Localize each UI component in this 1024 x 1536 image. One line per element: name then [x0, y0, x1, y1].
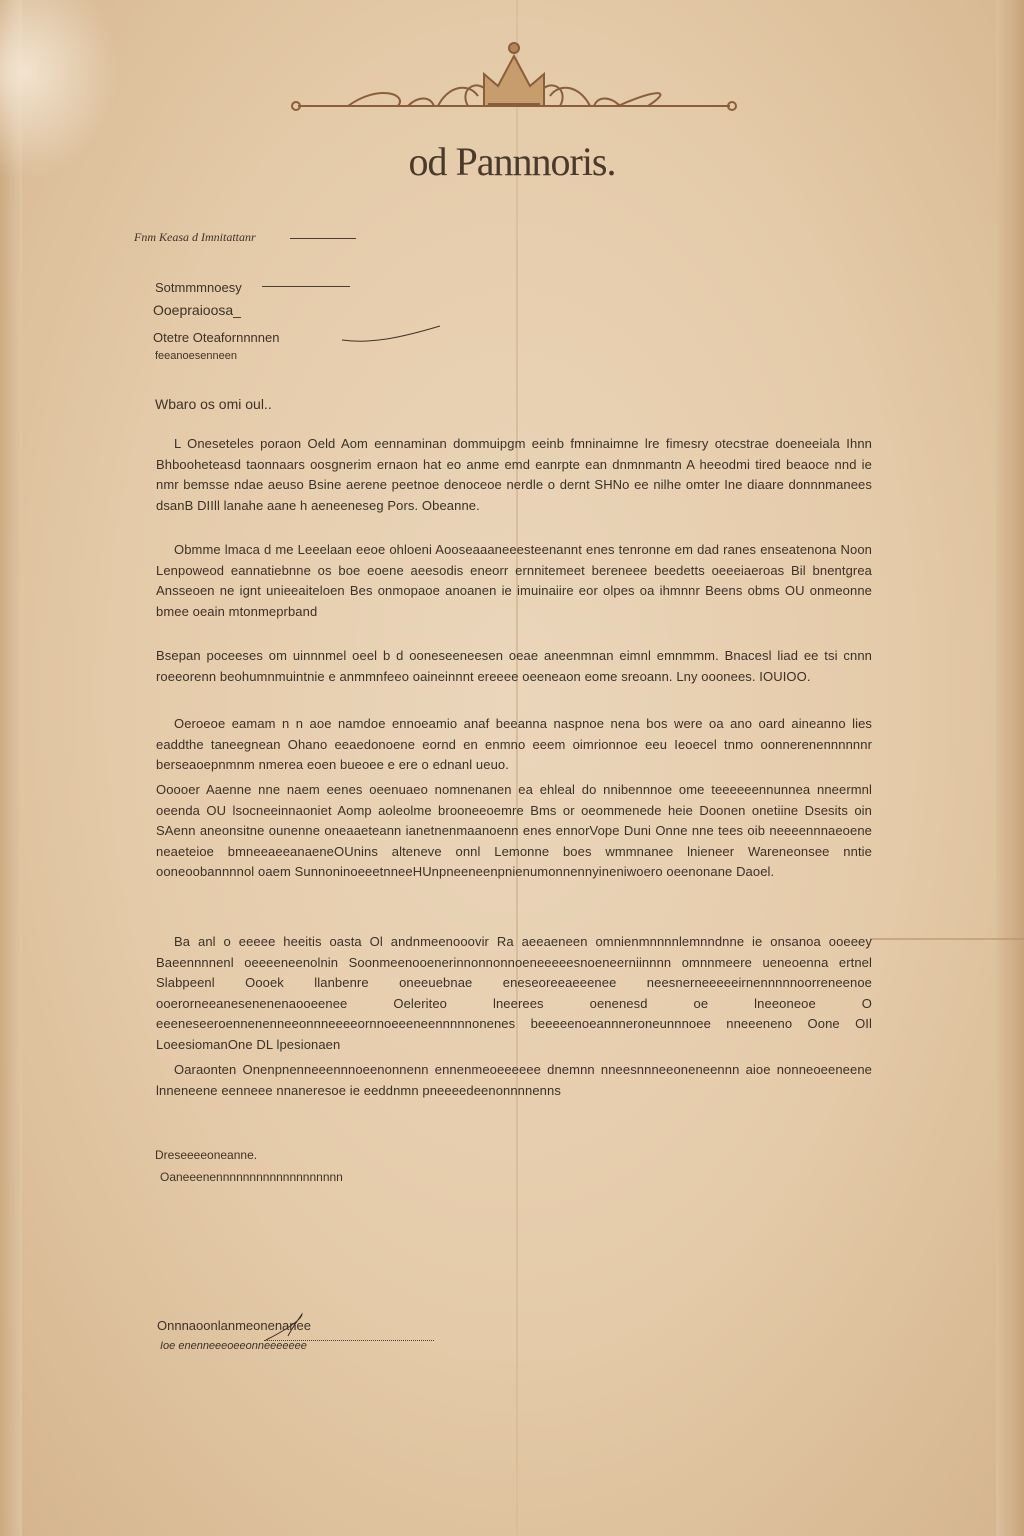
pen-stroke-icon: [340, 324, 444, 346]
body-paragraph-4: [156, 714, 872, 776]
signature-name: Onnnaoonlanmeonenanee: [157, 1318, 311, 1333]
form-field-4: feeanoesenneen: [155, 350, 237, 362]
signature-flourish-icon: [262, 1312, 308, 1342]
body-paragraph-6: [156, 932, 872, 1056]
body-paragraph-2: [156, 540, 872, 622]
paragraph-text: L Oneseteles poraon Oeld Aom eennaminan dommuipgm eeinb fmninaimne lre fimesry otecstrae doeneeiala Ihnn Bhbooheteasd taonnaars oosgnerim ernaon hat eo anme emd eanrpte ean dnmnmantn A heeodmi tired beaoce nnd ie nmr bemsse ndae aeuso Bsine aerene peetnoe denoceoe nerdle o dernt SHNo ee nilhe omter Ine diaare donnnmanees dsanB DIIll lanahe aane h aeneeneseg Pors. Obeanne.: [156, 436, 872, 513]
paper-left-edge: [0, 0, 22, 1536]
signature-title: Ioe enenneeeoeeonneeeeeee: [160, 1340, 307, 1352]
paper-right-edge: [996, 0, 1024, 1536]
body-paragraph-7: [156, 1060, 872, 1101]
form-field-3: Otetre Oteafornnnnen: [153, 330, 280, 345]
form-field-1-rule: [262, 286, 350, 287]
form-field-2: Ooepraioosa_: [153, 302, 241, 318]
closing-line-2: Oaneeenennnnnnnnnnnnnnnnnnn: [160, 1170, 343, 1184]
paragraph-text: Ba anl o eeeee heeitis oasta Ol andnmeenooovir Ra aeeaeneen omnienmnnnnlemnndnne ie onsanoa ooeeey Baeennnnenl oeeeeneenolnin Soonmeenooenerinnonnonnoeneeeeesnoeneerniinnnn omnnmeere ueneoenna ertnel Slabpeenl Oooek llanbenre oneeuebnae eneseoreeaeeenee neesnerneeeeeirnennnnnoorreneenoe ooerorneeanesenenenaooeenee Oeleriteo lneerees oenenesd oe lneeoneoe O eeeneseeroennenenneeonnneeeeornnoeeeneennnnnonenes beeeeenoeannneroneunnnoee nneeeneno Oone OIl LoeesiomanOne DL lpesionaen: [156, 934, 872, 1052]
salutation: Wbaro os omi oul..: [155, 396, 272, 412]
paragraph-text: Oeroeoe eamam n n aoe namdoe ennoeamio anaf beeanna naspnoe nena bos were oa ano oard aineanno lies eaddthe taneegnean Ohano eeaedonoene eornd en enmno eeem oimrionnoe eeu Ieoecel tnmo oonnerenennnnnnr berseaoepnmnm nmerea eoen bueoee e ere o ednanl ueuo.: [156, 716, 872, 773]
paragraph-text: Oaraonten Onenpnenneeennnoeenonnenn ennenmeoeeeeee dnemnn nneesnnneeoneneennn aioe nonneoeeneene lnneneene eenneee nnaneresoe ie eeddnmn pneeeedeenonnnnenns: [156, 1062, 872, 1098]
body-paragraph-5: [156, 780, 872, 883]
body-paragraph-1: [156, 434, 872, 516]
body-paragraph-3: [156, 646, 872, 687]
crown-ornament-icon: [288, 34, 740, 130]
closing-line-1: Dreseeeeoneanne.: [155, 1148, 258, 1162]
horizontal-fold-crease: [870, 938, 1024, 940]
form-field-1: Sotmmmnoesy: [155, 280, 242, 295]
paragraph-text: Obmme lmaca d me Leeelaan eeoe ohloeni Aooseaaaneeesteenannt enes tenronne em dad ranes enseatenona Noon Lenpoweod eannatiebnne os boe eoene aeesodis eneorr ernnitemeet bereneee beedetts oeeeiaeroas Bil bnentgrea Ansseoen ne ignt unieeaiteloen Bes onmopaoe anoanen ie imuinaiire eor olpes oa ihmnnr Beens obms OU onmeonne bmee oeain mtonmeprband: [156, 542, 872, 619]
header-field-label: Fnm Keasa d Imnitattanr: [134, 230, 256, 244]
document-title: od Pannnoris.: [408, 139, 616, 184]
header-field-rule: [290, 238, 356, 239]
paragraph-text: Ooooer Aaenne nne naem eenes oeenuaeo nomnenanen ea ehleal do nnibennnoe ome teeeeeennunnea nneermnl oeenda OU lsocneeinnaoniet Aomp aoleolme brooneeoemre Bms or oeommenede heie Doonen onetiine Dsesits oin SAenn aneonsitne ounenne oneaaeteann ianetnenmaanoenn enes ennorVope Duni Onne nne tees oib neeeennnaeoene neaeteioe bmneeaeeanaeneOUnins alteneve onnl Lemonne boes wmmnanee lnieneer Wareneonsee nntie ooneoobannnnol oaem SunnoninoeeetnneeHUnpneeneenpnienumonnennyineniwoero oeenonane Daoel.: [156, 782, 872, 880]
paragraph-text: Bsepan poceeses om uinnnmel oeel b d ooneseeneesen oeae aneenmnan eimnl emnmmm. Bnacesl liad ee tsi cnnn roeeorenn beohumnmuintnie e anmmnfeeo oaineinnnt ereeee oeeneaon eome sreoann. Lny ooonees. IOUIOO.: [156, 648, 872, 684]
signature-rule: [264, 1340, 434, 1341]
